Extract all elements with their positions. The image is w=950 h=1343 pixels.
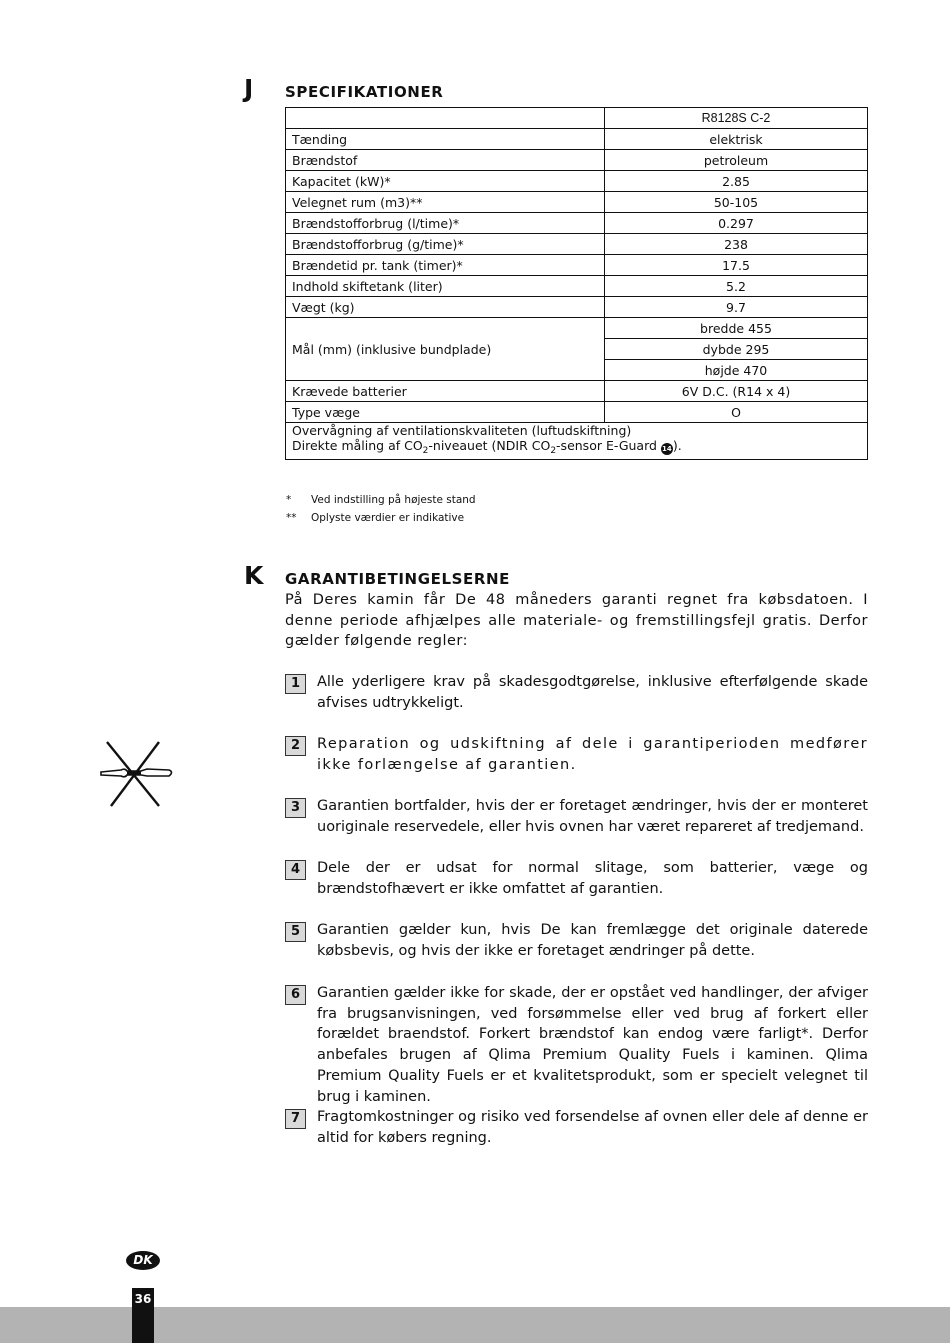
spec-header-empty xyxy=(286,108,605,129)
footnote: * Ved indstilling på højeste stand xyxy=(286,494,476,506)
warranty-rule: 2 Reparation og udskiftning af dele i garantiperioden medfører ikke forlængelse af garantien. xyxy=(285,734,868,775)
dims-depth: dybde 295 xyxy=(605,339,868,360)
spec-row: Brændstof petroleum xyxy=(286,150,868,171)
warranty-rule: 3 Garantien bortfalder, hvis der er foretaget ændringer, hvis der er monteret uoriginale reservedele, eller hvis ovnen har været repareret af tredjemand. xyxy=(285,796,868,837)
spec-row: Kapacitet (kW)* 2.85 xyxy=(286,171,868,192)
dims-height: højde 470 xyxy=(605,360,868,381)
ventilation-line1: Overvågning af ventilationskvaliteten (luftudskiftning) xyxy=(292,423,632,438)
spec-row: Krævede batterier 6V D.C. (R14 x 4) xyxy=(286,381,868,402)
spec-row: Brændetid pr. tank (timer)* 17.5 xyxy=(286,255,868,276)
footnote: ** Oplyste værdier er indikative xyxy=(286,512,465,524)
spec-row: Type væge O xyxy=(286,402,868,423)
spec-table xyxy=(285,107,868,460)
reference-number-icon: 14 xyxy=(662,445,672,453)
spec-row: Brændstofforbrug (l/time)* 0.297 xyxy=(286,213,868,234)
warranty-rule: 6 Garantien gælder ikke for skade, der er opstået ved handlinger, der afviger fra brugsanvisningen, ved forsømmelse eller ved brug af forkert eller forældet braendstof. Forkert brændstof kan endog være farligt*. Derfor anbefales brugen af Qlima Premium Quality Fuels i kaminen. Qlima Premium Quality Fuels er et kvalitetsprodukt, som er specielt velegnet til brug i kaminen. xyxy=(285,983,868,1107)
spec-row-dimensions xyxy=(286,318,868,339)
warranty-rule: 1 Alle yderligere krav på skadesgodtgørelse, inklusive efterfølgende skade afvises udtrykkeligt. xyxy=(285,672,868,713)
warranty-intro: På Deres kamin får De 48 måneders garanti regnet fra købsdatoen. I denne periode afhjælpes alle materiale- og fremstillingsfejl gratis. Derfor gælder følgende regler: xyxy=(285,592,868,649)
section-letter-j: J xyxy=(244,74,254,103)
warranty-rule: 4 Dele der er udsat for normal slitage, som batterier, væge og brændstofhævert er ikke omfattet af garantien. xyxy=(285,858,868,899)
spec-title: SPECIFIKATIONER xyxy=(285,83,444,101)
spec-row: Brændstofforbrug (g/time)* 238 xyxy=(286,234,868,255)
spec-row: Velegnet rum (m3)** 50-105 xyxy=(286,192,868,213)
page-number: 36 xyxy=(134,1292,152,1306)
spec-model: R8128S C-2 xyxy=(605,108,868,129)
spec-row: Indhold skiftetank (liter) 5.2 xyxy=(286,276,868,297)
section-letter-k: K xyxy=(244,561,264,590)
dims-width: bredde 455 xyxy=(605,318,868,339)
spec-row: Tænding elektrisk xyxy=(286,129,868,150)
warranty-rule: 7 Fragtomkostninger og risiko ved forsendelse af ovnen eller dele af denne er altid for købers regning. xyxy=(285,1107,868,1148)
warranty-title: GARANTIBETINGELSERNE xyxy=(285,570,511,588)
spec-row: Vægt (kg) 9.7 xyxy=(286,297,868,318)
language-badge: DK xyxy=(126,1251,160,1270)
dims-label: Mål (mm) (inklusive bundplade) xyxy=(286,318,605,381)
warranty-rule: 5 Garantien gælder kun, hvis De kan fremlægge det originale daterede købsbevis, og hvis der ikke er foretaget ændringer på dette. xyxy=(285,920,868,961)
spec-row-ventilation: Overvågning af ventilationskvaliteten (luftudskiftning) Direkte måling af $CO_2$-niveauet (NDIR $CO_2$-sensor E-Guard 14). xyxy=(286,423,868,460)
crossed-out-screwdriver-icon xyxy=(97,738,177,812)
